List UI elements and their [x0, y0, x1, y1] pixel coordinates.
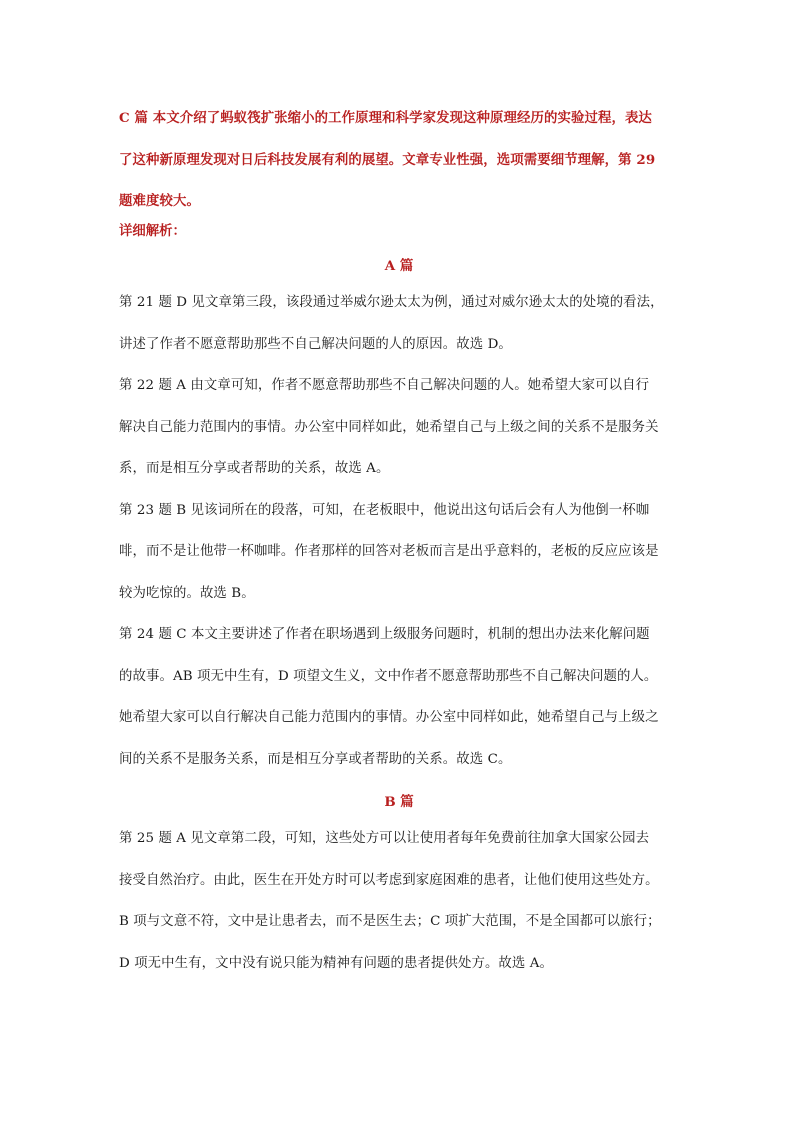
section-a-line: 讲述了作者不愿意帮助那些不自己解决问题的人的原因。故选 D。	[119, 336, 512, 352]
section-b-title: B 篇	[384, 794, 414, 810]
summary-c	[119, 102, 679, 217]
document-content	[119, 102, 679, 989]
section-a-line: 解决自己能力范围内的事情。办公室中同样如此，她希望自己与上级之间的关系不是服务关	[119, 419, 659, 435]
section-a-line: 较为吃惊的。故选 B。	[119, 585, 255, 601]
summary-c-line: 题难度较大。	[119, 193, 200, 209]
section-b-line: 接受自然治疗。由此，医生在开处方时可以考虑到家庭困难的患者，让他们使用这些处方。	[119, 872, 659, 888]
section-a-line: 第 22 题 A 由文章可知，作者不愿意帮助那些不自己解决问题的人。她希望大家可以自行	[119, 378, 650, 393]
section-a-line: 第 21 题 D 见文章第三段，该段通过举威尔逊太太为例，通过对威尔逊太太的处境的看法，	[119, 295, 664, 310]
summary-c-line: 了这种新原理发现对日后科技发展有利的展望。文章专业性强，选项需要细节理解，第 29	[119, 151, 656, 168]
section-a-title: A 篇	[384, 258, 414, 274]
section-b-line: 第 25 题 A 见文章第二段，可知，这些处方可以让使用者每年免费前往加拿大国家公园去	[119, 831, 650, 846]
section-a-line: 的故事。AB 项无中生有，D 项望文生义，文中作者不愿意帮助那些不自己解决问题的人。	[119, 668, 658, 684]
section-a-line: 第 24 题 C 本文主要讲述了作者在职场遇到上级服务问题时，机制的想出办法来化解问题	[119, 627, 650, 642]
section-b-line: B 项与文意不符，文中是让患者去，而不是医生去；C 项扩大范围，不是全国都可以旅行；	[119, 914, 661, 929]
section-a-line: 她希望大家可以自行解决自己能力范围内的事情。办公室中同样如此，她希望自己与上级之	[119, 710, 659, 725]
summary-c-line: C 篇 本文介绍了蚂蚁筏扩张缩小的工作原理和科学家发现这种原理经历的实验过程，表达	[119, 110, 652, 126]
section-a-line: 第 23 题 B 见该词所在的段落，可知，在老板眼中，他说出这句话后会有人为他倒一杯咖	[119, 502, 650, 518]
section-a	[119, 249, 679, 785]
section-b-line: D 项无中生有，文中没有说只能为精神有问题的患者提供处方。故选 A。	[119, 955, 554, 971]
section-a-line: 系，而是相互分享或者帮助的关系，故选 A。	[119, 461, 390, 476]
detail-heading: 详细解析：	[119, 223, 186, 239]
section-a-line: 间的关系不是服务关系，而是相互分享或者帮助的关系。故选 C。	[119, 751, 512, 767]
section-a-line: 啡，而不是让他带一杯咖啡。作者那样的回答对老板而言是出乎意料的，老板的反应应该是	[119, 544, 659, 559]
section-b	[119, 785, 679, 989]
